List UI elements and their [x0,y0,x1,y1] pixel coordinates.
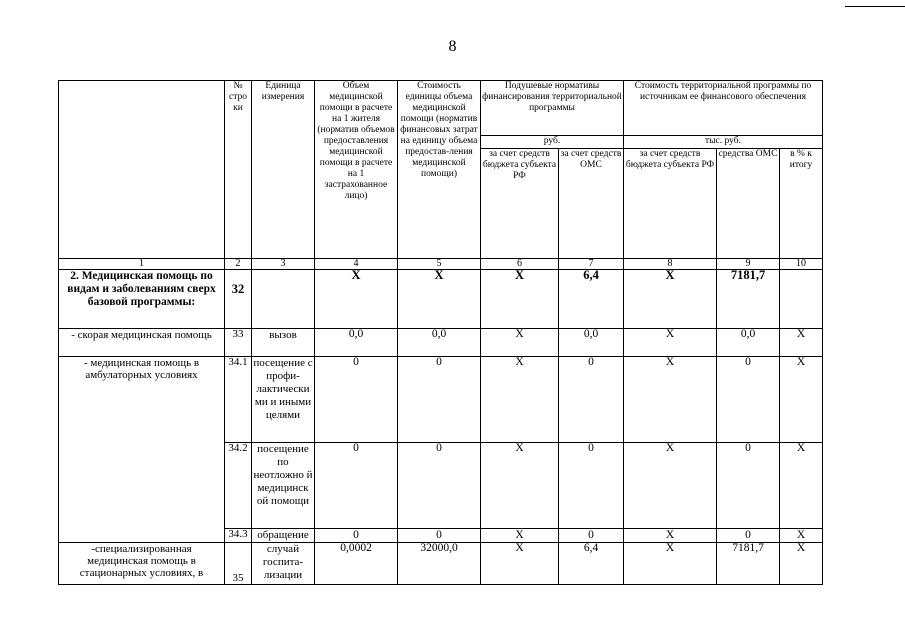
col-number: 9 [717,259,780,270]
header-percent: в % к итогу [780,149,823,259]
row-34-2-volume: 0 [315,443,398,529]
row-33-pc-budget: Х [481,329,559,357]
row-34-3-unit: обращение [252,529,315,543]
row-34-2-pc-oms: 0 [559,443,624,529]
row-32-unit [252,270,315,329]
row-32-t-oms: 7181,7 [717,270,780,329]
row-35-t-budget: Х [624,543,717,585]
top-rule [845,6,905,7]
page-number: 8 [448,38,457,55]
row-35-pct: Х [780,543,823,585]
header-rub: руб. [481,136,624,149]
ambulatory-name: - медицинская помощь в амбулаторных условиях [59,357,225,543]
col-number: 1 [59,259,225,270]
row-34-1-cost: 0 [398,357,481,443]
row-34-2-pct: Х [780,443,823,529]
row-35-pc-budget: Х [481,543,559,585]
row-34-3-no: 34.3 [225,529,252,543]
row-35-cost: 32000,0 [398,543,481,585]
row-34-3-t-budget: Х [624,529,717,543]
row-33-unit: вызов [252,329,315,357]
row-34-1-unit: посещение с профи-лактически ми и иными целями [252,357,315,443]
row-34-2-t-budget: Х [624,443,717,529]
row-32-name: 2. Медицинская помощь по видам и заболеваниям сверх базовой программы: [59,270,225,329]
col-number: 6 [481,259,559,270]
row-34-3-pc-oms: 0 [559,529,624,543]
col-number: 7 [559,259,624,270]
col-number: 5 [398,259,481,270]
row-35-t-oms: 7181,7 [717,543,780,585]
row-35-unit: случай госпита-лизации [252,543,315,585]
row-34-3-t-oms: 0 [717,529,780,543]
header-oms: за счет средств ОМС [559,149,624,259]
col-number: 3 [252,259,315,270]
header-volume: Объем медицинской помощи в расчете на 1 жителя (норматив объемов предоставления медицинской помощи в расчете на 1 застрахованное лицо) [315,81,398,259]
row-33-name: - скорая медицинская помощь [59,329,225,357]
row-34-1-pc-budget: Х [481,357,559,443]
row-34-2-t-oms: 0 [717,443,780,529]
row-34-3-volume: 0 [315,529,398,543]
row-34-2-no: 34.2 [225,443,252,529]
row-33-pct: Х [780,329,823,357]
row-34-1-volume: 0 [315,357,398,443]
col-number: 2 [225,259,252,270]
col-number: 8 [624,259,717,270]
row-32-pc-budget: Х [481,270,559,329]
col-number: 10 [780,259,823,270]
header-budget: за счет средств бюджета субъекта РФ [481,149,559,259]
row-34-3-cost: 0 [398,529,481,543]
header-cost: Стоимость единицы объема медицинской помощи (норматив финансовых затрат на единицу объема предостав-ления медицинской помощи) [398,81,481,259]
header-thousand-rub: тыс. руб. [624,136,823,149]
row-34-3-pc-budget: Х [481,529,559,543]
row-33-volume: 0,0 [315,329,398,357]
row-32-no: 32 [225,270,252,329]
row-35-pc-oms: 6,4 [559,543,624,585]
row-34-3-pct: Х [780,529,823,543]
header-row-no: № стро ки [225,81,252,259]
table-row [59,329,823,357]
row-34-1-t-oms: 0 [717,357,780,443]
row-33-t-oms: 0,0 [717,329,780,357]
program-cost-table [58,80,823,585]
header-unit: Единица измерения [252,81,315,259]
row-34-1-t-budget: Х [624,357,717,443]
row-32-pct [780,270,823,329]
header-oms2: средства ОМС [717,149,780,259]
row-34-2-unit: посещение по неотложно й медицинск ой помощи [252,443,315,529]
row-34-1-no: 34.1 [225,357,252,443]
row-32-volume: Х [315,270,398,329]
row-34-1-pct: Х [780,357,823,443]
row-32-pc-oms: 6,4 [559,270,624,329]
row-33-cost: 0,0 [398,329,481,357]
row-35-volume: 0,0002 [315,543,398,585]
col-number: 4 [315,259,398,270]
row-33-no: 33 [225,329,252,357]
header-budget2: за счет средств бюджета субъекта РФ [624,149,717,259]
row-32-cost: Х [398,270,481,329]
header-name-cell [59,81,225,259]
row-35-no: 35 [225,543,252,585]
row-34-2-pc-budget: Х [481,443,559,529]
header-territorial: Стоимость территориальной программы по источникам ее финансового обеспечения [624,81,823,136]
table-row [59,270,823,329]
row-34-1-pc-oms: 0 [559,357,624,443]
row-33-t-budget: Х [624,329,717,357]
table-row [59,543,823,585]
row-33-pc-oms: 0,0 [559,329,624,357]
row-35-name: -специализированная медицинская помощь в стационарных условиях, в [59,543,225,585]
header-per-capita: Подушевые нормативы финансирования территориальной программы [481,81,624,136]
row-34-2-cost: 0 [398,443,481,529]
row-32-t-budget: Х [624,270,717,329]
table-row [59,357,823,443]
